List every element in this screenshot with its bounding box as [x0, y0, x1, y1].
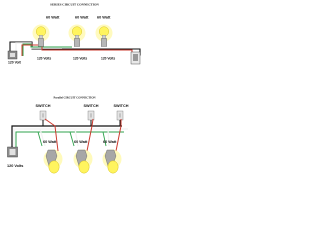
series-bulb-socket-1: [38, 39, 44, 47]
parallel-bulb-3: [103, 150, 122, 174]
series-end-panel: [131, 52, 140, 64]
parallel-branch-green-2: [66, 132, 74, 146]
series-voltage-label-2: 120 Volts: [73, 56, 88, 61]
series-bulb-1: [33, 25, 50, 47]
series-power-source: [8, 51, 17, 59]
parallel-bulb-label-2: 60 Watt: [74, 139, 88, 144]
parallel-bulb-label-1: 60 Watt: [43, 139, 57, 144]
series-panel-face: [133, 54, 138, 61]
diagram-page: [0, 0, 149, 198]
parallel-switch-1: [40, 111, 46, 120]
series-bulb-glass-2: [72, 27, 82, 37]
parallel-circuit-title: Parallel CIRCUIT CONNECTION: [53, 96, 96, 100]
parallel-branch-red-1: [45, 119, 58, 151]
series-bulb-base-1: [39, 35, 43, 38]
series-bulb-3: [96, 25, 113, 47]
series-bulb-label-1: 60 Watt: [46, 15, 60, 20]
series-bulb-socket-3: [101, 39, 107, 47]
parallel-circuit-diagram: [7, 96, 129, 173]
series-voltage-label-1: 120 Volts: [37, 56, 52, 61]
series-bulb-2: [69, 25, 86, 47]
series-bulb-base-3: [102, 35, 106, 38]
parallel-switch-3: [117, 111, 123, 120]
parallel-switch-toggle-3: [119, 113, 121, 117]
series-bulb-glass-1: [36, 27, 46, 37]
parallel-switch-2: [88, 111, 94, 120]
series-voltage-label-3: 120 Volts: [101, 56, 116, 61]
series-bulb-label-3: 60 Watt: [97, 15, 111, 20]
parallel-switch-label-1: SWITCH: [35, 103, 51, 108]
parallel-bulb-2: [74, 150, 93, 174]
series-bulb-socket-2: [74, 39, 80, 47]
parallel-bulb-glass-1: [49, 161, 59, 173]
parallel-branch-red-2: [87, 119, 93, 151]
parallel-switch-toggle-1: [42, 113, 44, 117]
series-circuit-title: SERIES CIRCUIT CONNECTION: [50, 2, 99, 7]
series-bulb-label-2: 60 Watt: [75, 15, 89, 20]
parallel-bulb-1: [44, 150, 63, 174]
parallel-source-face: [10, 149, 16, 155]
series-source-face: [10, 53, 15, 57]
parallel-switch-label-2: SWITCH: [83, 103, 99, 108]
series-circuit-diagram: [8, 3, 140, 65]
parallel-bulb-label-3: 60 Watt: [103, 139, 117, 144]
parallel-power-source: [8, 147, 18, 157]
parallel-switch-toggle-2: [90, 113, 92, 117]
parallel-bulb-glass-2: [79, 161, 89, 173]
parallel-bulb-glass-3: [108, 161, 118, 173]
parallel-switch-label-3: SWITCH: [113, 103, 129, 108]
series-source-label: 120 Volt: [8, 60, 21, 65]
series-bulb-glass-3: [99, 27, 109, 37]
series-bulb-base-2: [75, 35, 79, 38]
parallel-branch-green-1: [34, 132, 42, 146]
circuit-diagrams: [0, 0, 149, 198]
parallel-source-label: 120 Volts: [7, 163, 24, 168]
